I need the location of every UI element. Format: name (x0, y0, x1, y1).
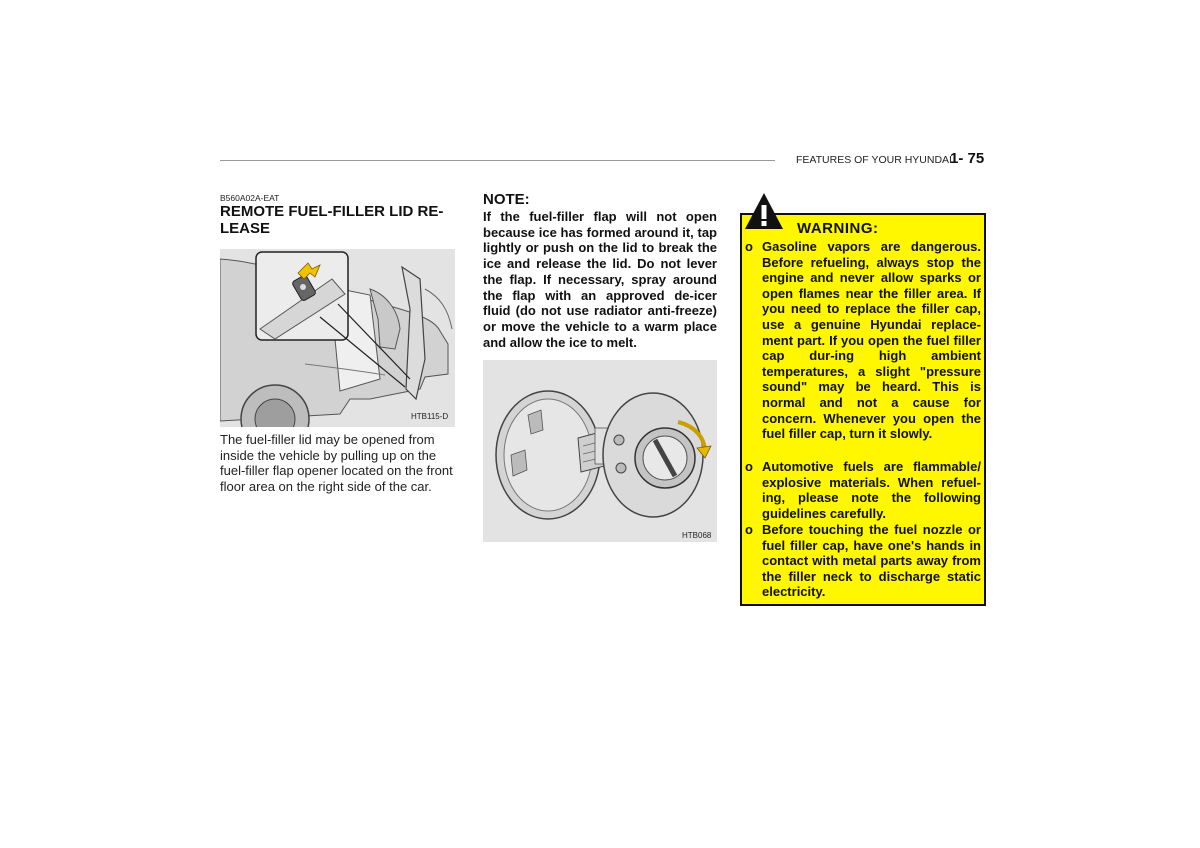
fuel-filler-flap-illustration (483, 360, 717, 542)
note-paragraph: If the fuel-filler flap will not open because ice has formed around it, tap lightly or push on the lid to break the ice and release the lid. Do not lever the flap. If necessary, spray around the flap with an approved de-icer fluid (do not use radiator anti-freeze) or move the vehicle to a warm place and allow the ice to melt. (483, 209, 717, 350)
page-number: 1- 75 (950, 150, 985, 167)
warning-triangle-icon (743, 191, 785, 231)
body-paragraph: The fuel-filler lid may be opened from inside the vehicle by pulling up on the fuel-filler flap opener located on the front floor area on the right side of the car. (220, 432, 453, 495)
section-heading: REMOTE FUEL-FILLER LID RE-LEASE (220, 203, 444, 237)
warning-item (745, 522, 981, 600)
header-rule (220, 160, 775, 161)
filler-flap-drawing (483, 360, 717, 542)
note-heading: NOTE: (483, 191, 530, 208)
warning-item (745, 239, 981, 442)
warning-item (745, 459, 981, 521)
warning-item-text: Before touching the fuel nozzle or fuel filler cap, have one's hands in contact with metal parts away from the filler neck to discharge static electricity. (762, 522, 981, 600)
bullet: o (745, 459, 753, 474)
section-code: B560A02A-EAT (220, 193, 280, 203)
warning-item-text: Automotive fuels are flammable/ explosive materials. When refuel-ing, please note the following guidelines carefully. (762, 459, 981, 521)
car-door-drawing (220, 249, 455, 427)
bullet: o (745, 522, 753, 537)
section-title: FEATURES OF YOUR HYUNDAI (796, 154, 952, 166)
fuel-lid-release-illustration (220, 249, 455, 427)
figure-caption: HTB115-D (411, 412, 449, 421)
warning-title: WARNING: (797, 220, 879, 237)
bullet: o (745, 239, 753, 254)
figure-caption: HTB068 (682, 531, 712, 540)
warning-item-text: Gasoline vapors are dangerous. Before refueling, always stop the engine and never allow sparks or open flames near the filler area. If you need to replace the filler cap, use a genuine Hyundai replace-ment part. If you open the fuel filler cap dur-ing high ambient temperatures, a slight "pressure sound" may be heard. This is normal and not a cause for concern. Whenever you open the fuel filler cap, turn it slowly. (762, 239, 981, 442)
